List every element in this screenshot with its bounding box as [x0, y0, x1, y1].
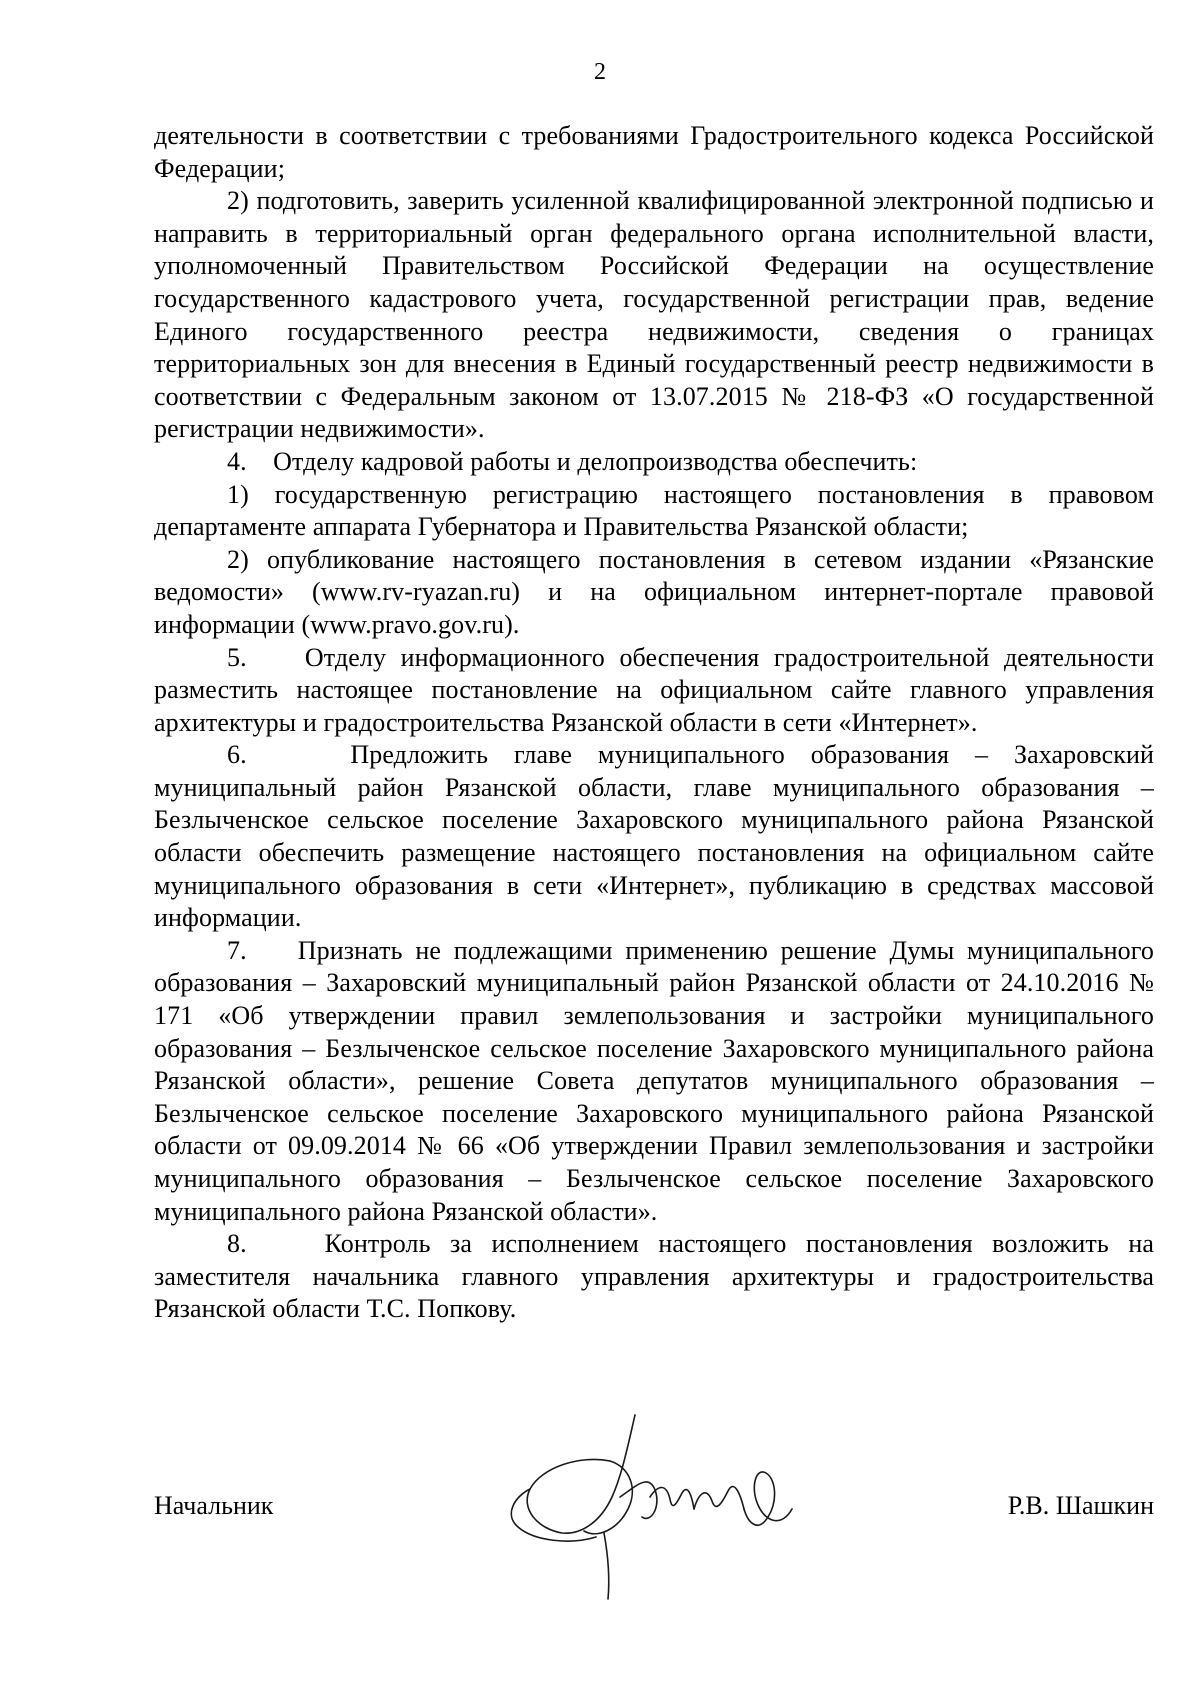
- paragraph-continuation: деятельности в соответствии с требованиями Градостроительного кодекса Российской Федерации;: [154, 121, 1154, 183]
- paragraph-item-7: 7. Признать не подлежащими применению решение Думы муниципального образования – Захаровский муниципальный район Рязанской области от 24.10.2016 № 171 «Об утверждении правил землепользования и застройки муниципального образования – Безлыченское сельское поселение Захаровского муниципального района Рязанской области», решение Совета депутатов муниципального образования – Безлыченское сельское поселение Захаровского муниципального района Рязанской области от 09.09.2014 № 66 «Об утверждении Правил землепользования и застройки муниципального образования – Безлыченское сельское поселение Захаровского муниципального района Рязанской области».: [154, 935, 1154, 1226]
- signer-position: Начальник: [154, 1491, 274, 1520]
- paragraph-subitem-2: 2) подготовить, заверить усиленной квалифицированной электронной подписью и направить в территориальный орган федерального органа исполнительной власти, уполномоченный Правительством Российской Федерации на осуществление государственного кадастрового учета, государственной регистрации прав, ведение Единого государственного реестра недвижимости, сведения о границах территориальных зон для внесения в Единый государственный реестр недвижимости в соответствии с Федеральным законом от 13.07.2015 № 218-ФЗ «О государственной регистрации недвижимости».: [154, 186, 1154, 444]
- signer-name: Р.В. Шашкин: [1007, 1491, 1154, 1520]
- paragraph-item-4-subitem-1: 1) государственную регистрацию настоящего постановления в правовом департаменте аппарата Губернатора и Правительства Рязанской области;: [154, 479, 1154, 542]
- document-body: [154, 120, 1154, 1326]
- signature-block: [154, 1490, 1154, 1530]
- paragraph-item-4-subitem-2: 2) опубликование настоящего постановления в сетевом издании «Рязанские ведомости» (www.rv-ryazan.ru) и на официальном интернет-портале правовой информации (www.pravo.gov.ru).: [154, 544, 1154, 639]
- paragraph-item-8: 8. Контроль за исполнением настоящего постановления возложить на заместителя начальника главного управления архитектуры и градостроительства Рязанской области Т.С. Попкову.: [154, 1229, 1154, 1324]
- page-number: 2: [594, 59, 606, 85]
- paragraph-item-4: 4. Отделу кадровой работы и делопроизводства обеспечить:: [227, 446, 918, 476]
- paragraph-item-5: 5. Отделу информационного обеспечения градостроительной деятельности разместить настоящее постановление на официальном сайте главного управления архитектуры и градостроительства Рязанской области в сети «Интернет».: [154, 642, 1154, 737]
- paragraph-item-6: 6. Предложить главе муниципального образования – Захаровский муниципальный район Рязанской области, главе муниципального образования – Безлыченское сельское поселение Захаровского муниципального района Рязанской области обеспечить размещение настоящего постановления на официальном сайте муниципального образования в сети «Интернет», публикацию в средствах массовой информации.: [154, 740, 1154, 933]
